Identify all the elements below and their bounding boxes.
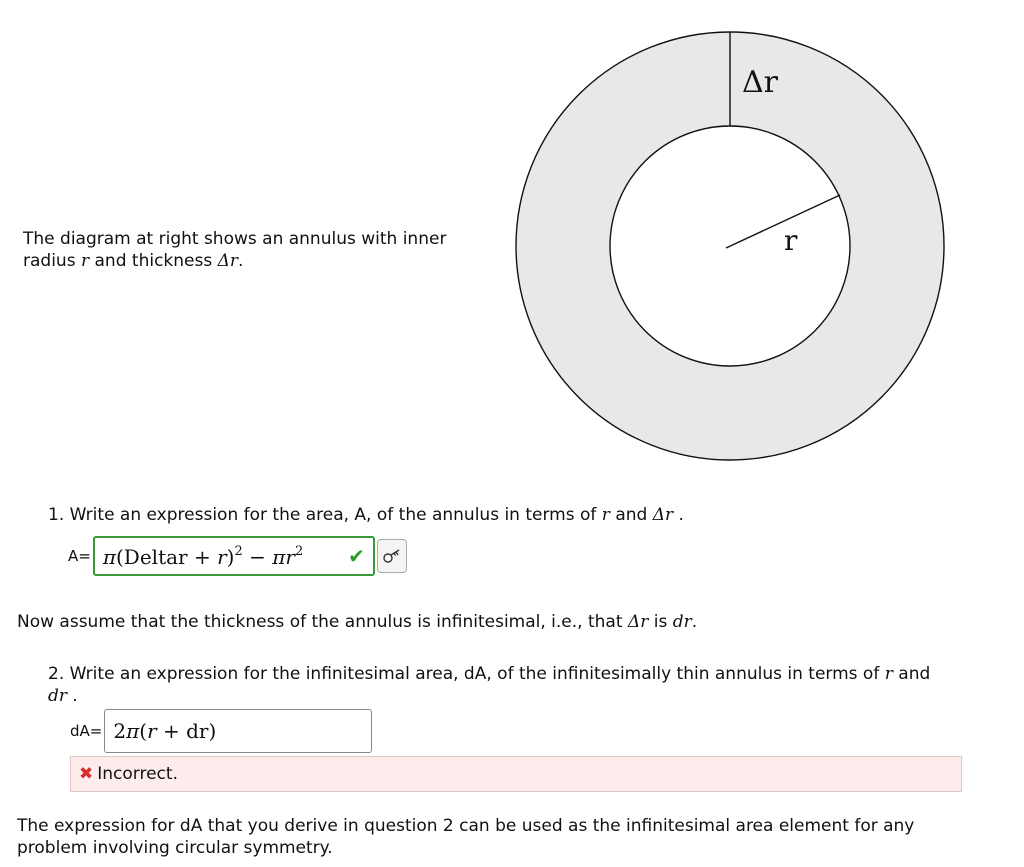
q1-var-delta-r: Δr [652,505,674,525]
q1-text-c: . [678,505,684,525]
q1-answer-row [68,536,407,576]
q2-feedback-text: Incorrect. [97,764,178,784]
q2-prefix: dA= [70,722,103,740]
key-icon [382,548,402,564]
q2-text-c: . [72,686,78,706]
key-icon-button[interactable] [377,539,407,573]
closing-paragraph: The expression for dA that you derive in question 2 can be used as the infinitesimal area element for any problem involving circular symmetry. [17,816,915,858]
q2-answer-value: 2π(r + dr) [113,719,217,743]
para2-var-dr: dr [672,612,692,632]
q2-number: 2. [48,664,65,684]
r-label: r [784,224,798,257]
var-delta-r: Δr [217,251,239,271]
q1-number: 1. [48,505,65,525]
annulus-diagram [514,30,946,471]
intro-text-b: and thickness [94,251,213,271]
q2-answer-row [70,709,372,753]
question-1 [48,504,684,526]
q2-var-r: r [884,664,893,684]
q2-text-a: Write an expression for the infinitesimal area, dA, of the infinitesimally thin annulus in terms of [69,664,880,684]
q2-answer-field[interactable] [104,709,372,753]
q2-text-b: and [898,664,931,684]
intro-text-c: . [238,251,244,271]
var-r: r [80,251,90,271]
infinitesimal-paragraph [17,611,697,633]
q1-answer-value: π(Deltar + $r)^2 - \pi r^2$ [102,543,304,569]
para2-text-a: Now assume that the thickness of the annulus is infinitesimal, i.e., that [17,612,623,632]
q1-prefix: A= [68,547,91,565]
question-2 [48,663,948,707]
q1-text-a: Write an expression for the area, A, of the annulus in terms of [69,505,597,525]
para2-var-delta-r: Δr [627,612,649,632]
q2-var-dr: dr [48,686,68,706]
annulus-svg [514,30,946,466]
q2-feedback-banner [70,756,962,792]
intro-text-a: The diagram at right shows an annulus with inner radius [23,229,447,271]
q1-var-r: r [601,505,610,525]
q1-answer-field[interactable] [93,536,375,576]
q1-text-b: and [615,505,648,525]
incorrect-x-icon: ✖ [79,764,94,784]
para2-text-c: . [691,612,698,632]
para2-text-b: is [653,612,668,632]
check-icon: ✔ [348,544,365,568]
intro-text [23,228,483,272]
delta-r-label: Δr [742,65,779,100]
